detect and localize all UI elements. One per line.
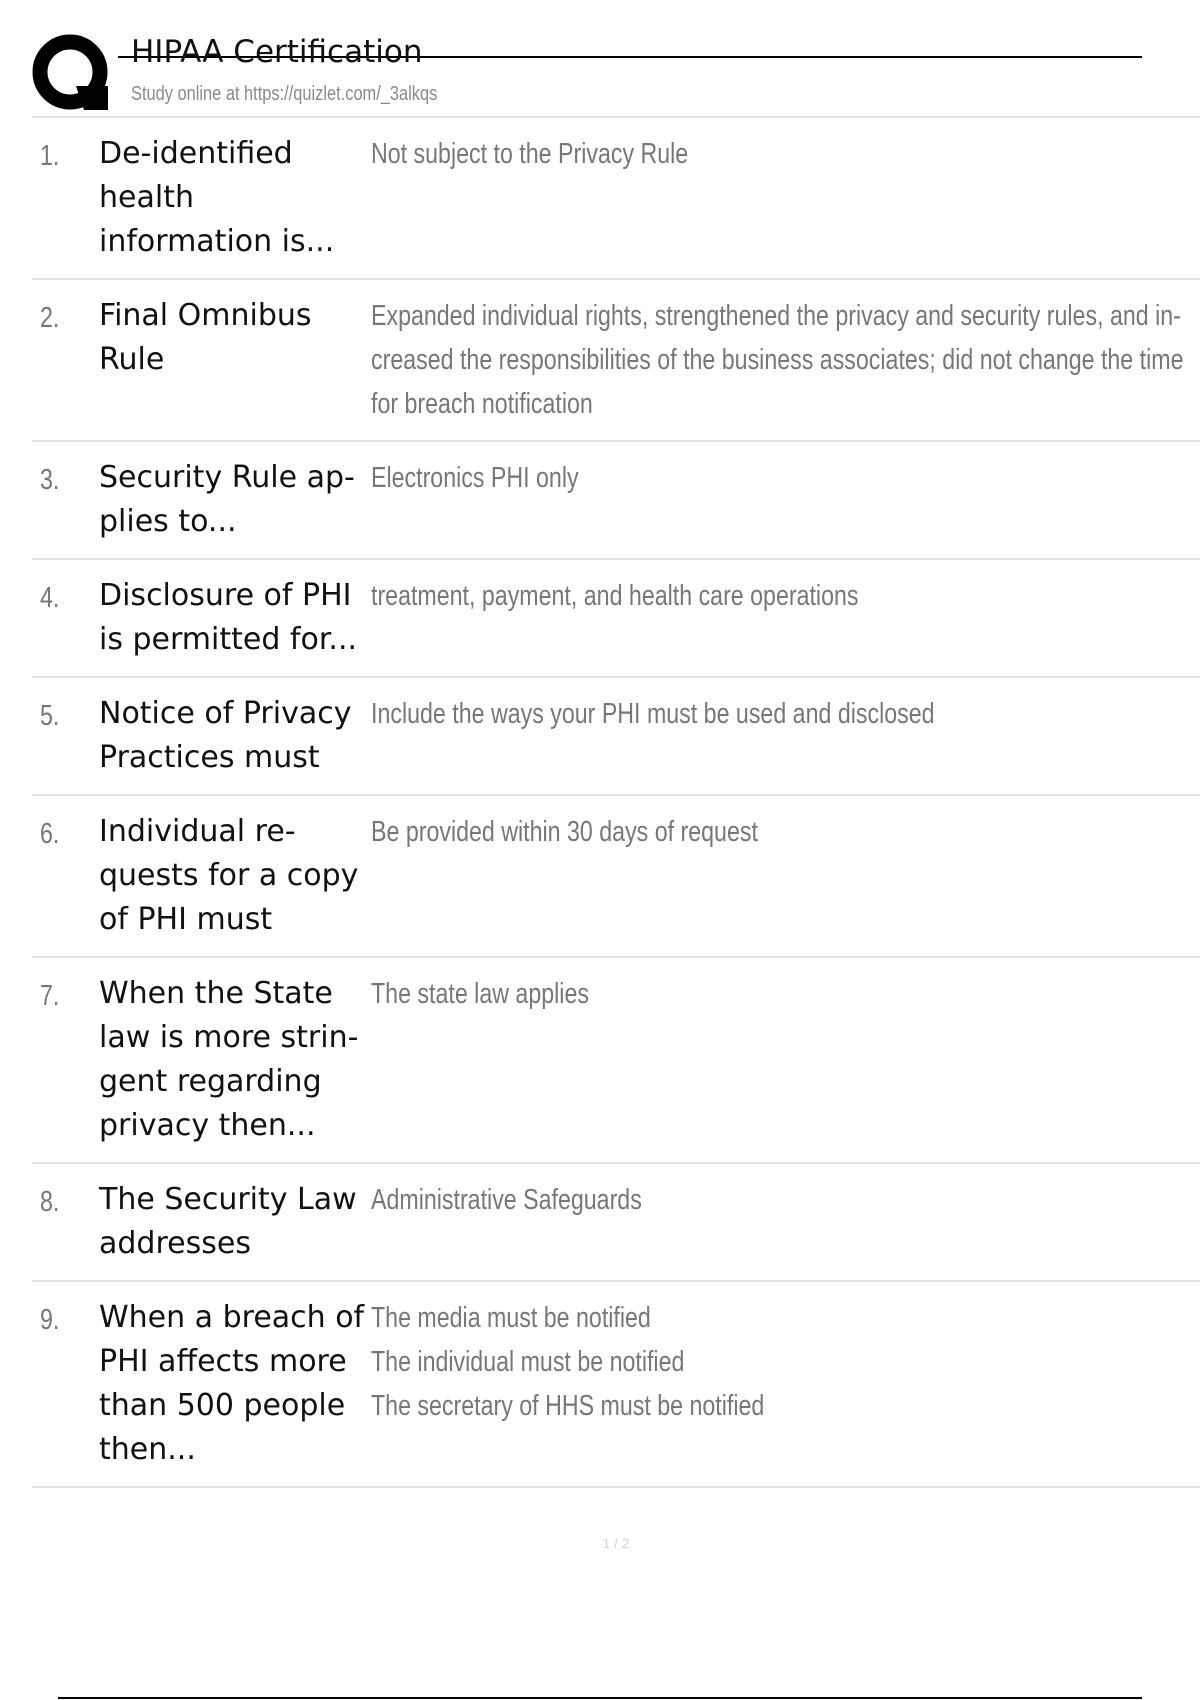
definition-line: Electronics PHI only [371,462,579,494]
definition-line: creased the responsibilities of the business associates; did not change the time [371,344,1184,376]
flashcard-row [32,794,1200,956]
term-line: When the State [99,976,333,1011]
flashcard-row [32,1280,1200,1488]
quizlet-logo-icon [32,34,112,114]
term-line: information is... [99,224,335,259]
term-line: PHI affects more [99,1344,347,1379]
term-line: The Security Law [99,1182,357,1217]
term-line: then... [99,1432,196,1467]
term-line: Security Rule ap- [99,460,355,495]
card-definition [371,1178,1166,1222]
term-line: privacy then... [99,1108,316,1143]
term-line: is permitted for... [99,622,358,657]
definition-line: The media must be notified [371,1302,651,1334]
term-line: health [99,180,194,215]
card-term [99,692,371,780]
page-number: 1 / 2 [602,1535,630,1551]
card-term [99,132,371,264]
card-number: 2. [40,302,60,334]
flashcard-row [32,1162,1200,1280]
card-term [99,574,371,662]
card-number: 1. [40,140,60,172]
page-header [0,0,1200,118]
card-term [99,456,371,544]
card-term [99,1178,371,1266]
flashcard-row [32,278,1200,440]
definition-line: Be provided within 30 days of request [371,816,758,848]
card-number: 4. [40,582,60,614]
card-definition [371,574,1166,618]
set-title: HIPAA Certification [131,34,423,70]
term-line: Notice of Privacy [99,696,352,731]
flashcard-list [32,116,1200,1488]
card-term [99,294,371,382]
definition-line: Administrative Safeguards [371,1184,642,1216]
footer-rule [58,1697,1142,1699]
term-line: than 500 people [99,1388,346,1423]
card-definition [371,810,1166,854]
flashcard-row [32,558,1200,676]
term-line: plies to... [99,504,237,539]
card-number: 5. [40,700,60,732]
term-line: De-identified [99,136,293,171]
flashcard-row [32,956,1200,1162]
card-definition [371,692,1166,736]
term-line: Final Omnibus [99,298,312,333]
term-line: quests for a copy [99,858,359,893]
flashcard-row [32,116,1200,278]
card-definition [371,294,1184,426]
definition-line: Include the ways your PHI must be used and disclosed [371,698,935,730]
card-definition [371,132,1166,176]
card-term [99,972,371,1148]
term-line: law is more strin- [99,1020,359,1055]
card-definition [371,972,1166,1016]
flashcard-row [32,676,1200,794]
term-line: Individual re- [99,814,296,849]
term-line: Rule [99,342,165,377]
term-line: Disclosure of PHI [99,578,352,613]
definition-line: Expanded individual rights, strengthened the privacy and security rules, and in- [371,300,1181,332]
definition-line: Not subject to the Privacy Rule [371,138,689,170]
card-definition [371,1296,1166,1428]
definition-line: The secretary of HHS must be notified [371,1390,765,1422]
term-line: addresses [99,1226,251,1261]
card-number: 8. [40,1186,60,1218]
card-definition [371,456,1166,500]
definition-line: The individual must be notified [371,1346,685,1378]
card-number: 9. [40,1304,60,1336]
definition-line: treatment, payment, and health care operations [371,580,859,612]
card-number: 7. [40,980,60,1012]
term-line: Practices must [99,740,320,775]
card-term [99,1296,371,1472]
card-term [99,810,371,942]
definition-line: for breach notification [371,388,593,420]
card-number: 6. [40,818,60,850]
study-online-link-text: Study online at https://quizlet.com/_3alkqs [131,83,438,105]
term-line: gent regarding [99,1064,322,1099]
term-line: When a breach of [99,1300,365,1335]
term-line: of PHI must [99,902,273,937]
flashcard-row [32,440,1200,558]
definition-line: The state law applies [371,978,589,1010]
card-number: 3. [40,464,60,496]
